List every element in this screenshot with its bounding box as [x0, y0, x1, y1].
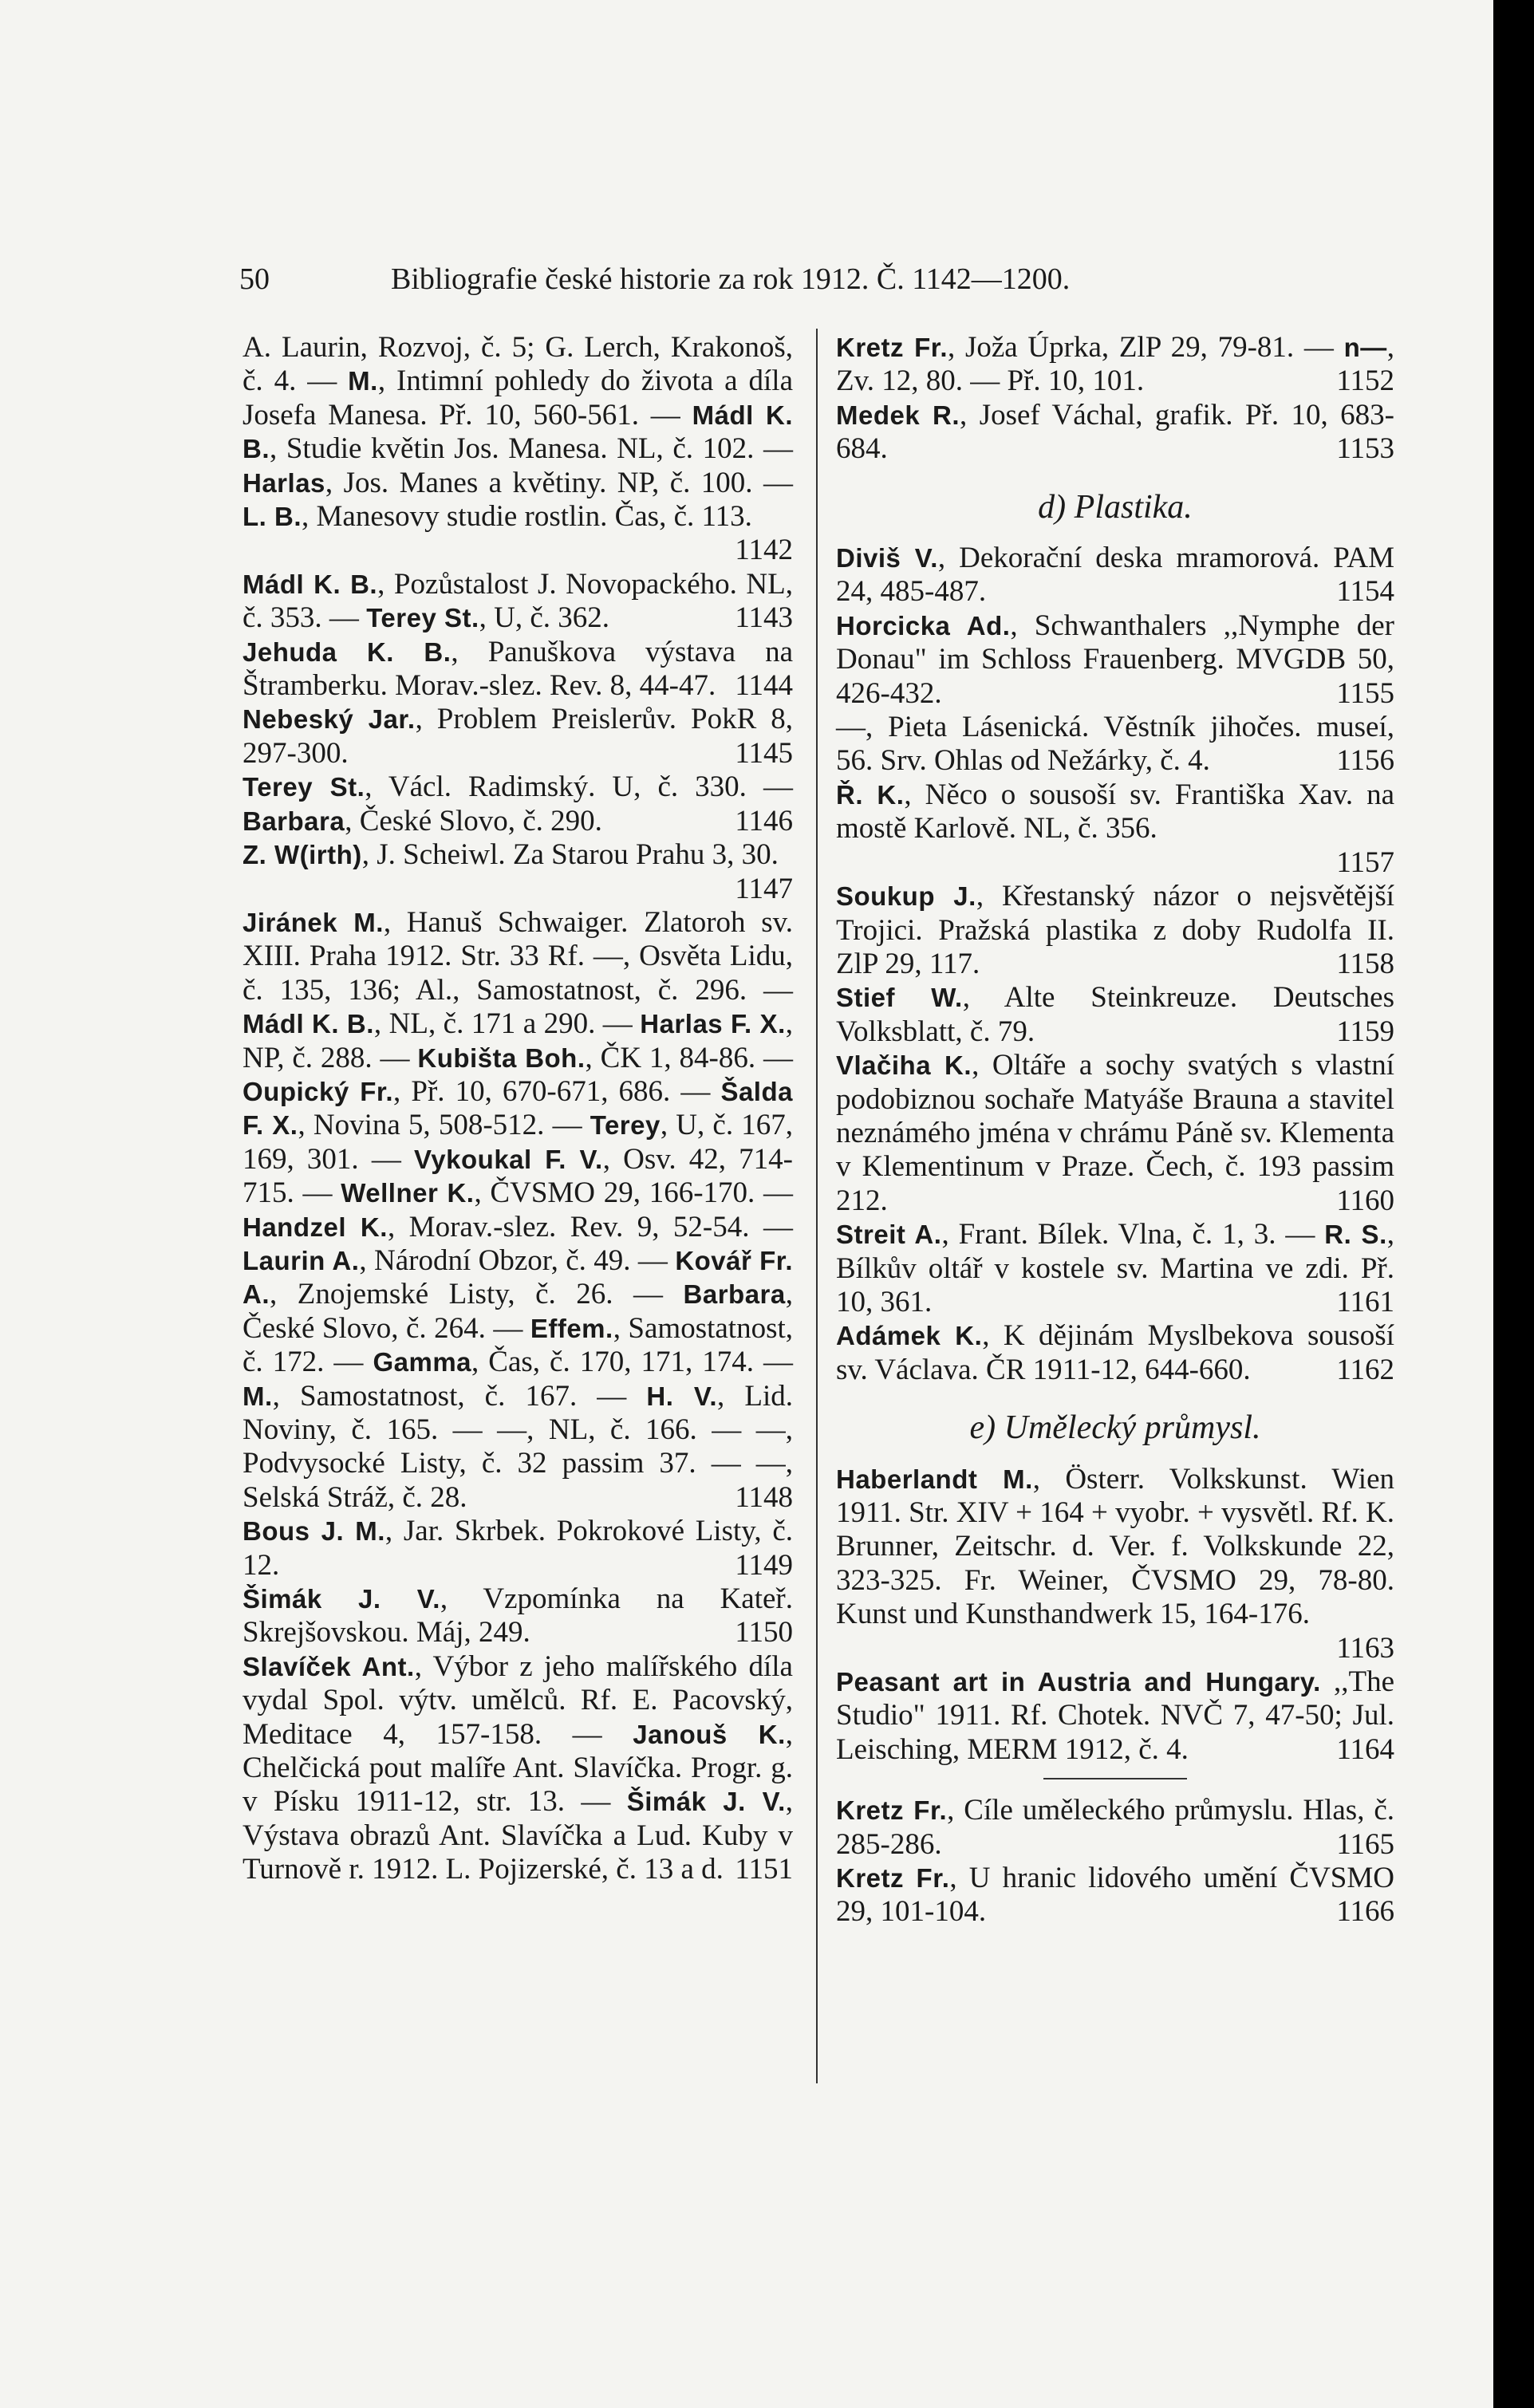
entry-number: 1157	[1336, 845, 1394, 879]
author-name: Effem.	[530, 1313, 613, 1343]
bibliography-entry	[836, 609, 1394, 711]
entry-text: , Schwanthalers ,,Nymphe der Donau" im Schloss Frauenberg. MVGDB 50, 426-432.	[836, 609, 1394, 710]
entry-number: 1155	[1336, 676, 1394, 710]
entry-text: , Čas, č. 170, 171, 174. —	[471, 1346, 793, 1379]
entry-text: , Panuškova výstava na Štramberku. Morav.-slez. Rev. 8, 44-47.	[243, 635, 793, 703]
author-name: Bous J. M.	[243, 1516, 385, 1547]
entry-number: 1166	[1336, 1895, 1394, 1929]
entry-number: 1163	[1336, 1631, 1394, 1665]
author-name: Janouš K.	[633, 1719, 786, 1749]
bibliography-entry	[836, 1862, 1394, 1929]
entry-number: 1151	[735, 1853, 793, 1886]
entry-text: , Něco o sousoší sv. Františka Xav. na mostě Karlově. NL, č. 356.	[836, 778, 1395, 845]
entry-text: , Hanuš Schwaiger. Zlatoroh sv. XIII. Praha 1912. Str. 33 Rf. —, Osvěta Lidu, č. 135, 136; Al., Samostatnost, č. 296. —	[243, 905, 793, 1007]
author-name: Horcicka Ad.	[836, 610, 1011, 640]
bibliography-entry	[243, 1650, 793, 1887]
entry-text: , Pozůstalost J. Novopackého. NL, č. 353. —	[243, 567, 793, 635]
entry-number: 1152	[1336, 365, 1394, 398]
right-column	[836, 331, 1394, 1929]
scan-edge	[1493, 0, 1534, 2408]
author-name: Vlačiha K.	[836, 1050, 972, 1081]
entry-text: , Jar. Skrbek. Pokrokové Listy, č. 12.	[243, 1515, 793, 1582]
entry-text: , Problem Preislerův. PokR 8, 297-300.	[243, 703, 793, 770]
author-name: H. V.	[646, 1381, 718, 1411]
bibliography-entry	[243, 568, 793, 636]
page-title: Bibliografie české historie za rok 1912. Č. 1142—1200.	[391, 262, 1071, 296]
author-name: Terey St.	[366, 603, 479, 633]
left-column	[243, 331, 793, 1887]
entry-text: , Výstava obrazů Ant. Slavíčka a Lud. Kuby v Turnově r. 1912. L. Pojizerské, č. 13 a d.	[243, 1785, 793, 1886]
entry-text: , Křestanský názor o nejsvětější Trojici. Pražská plastika z doby Rudolfa II. ZlP 29, 117.	[836, 880, 1394, 980]
bibliography-entry	[836, 711, 1394, 778]
entry-number: 1162	[1336, 1353, 1394, 1386]
entry-text: , Oltáře a sochy svatých s vlastní podobiznou sochaře Matyáše Brauna a stavitel neznámého jména v chrámu Páně sv. Klementa v Klementinum v Praze. Čech, č. 193 passim 212.	[836, 1049, 1395, 1217]
entry-text: , Alte Steinkreuze. Deutsches Volksblatt, č. 79.	[836, 981, 1394, 1048]
author-name: Kretz Fr.	[836, 1795, 948, 1826]
bibliography-entry	[243, 331, 793, 568]
entry-text: , J. Scheiwl. Za Starou Prahu 3, 30.	[361, 838, 779, 872]
entry-text: , ČK 1, 84-86. —	[585, 1041, 793, 1074]
author-name: Streit A.	[836, 1220, 942, 1250]
author-name: Diviš V.	[836, 543, 938, 573]
entry-number: 1156	[1336, 744, 1394, 778]
author-name: Kretz Fr.	[836, 1863, 950, 1894]
author-name: Kretz Fr.	[836, 333, 948, 362]
bibliography-entry	[243, 703, 793, 770]
entry-text: , Samostatnost, č. 167. —	[272, 1379, 647, 1413]
page-number: 50	[239, 262, 270, 296]
bibliography-entry	[836, 778, 1394, 880]
author-name: Šimák J. V.	[243, 1584, 440, 1614]
author-name: Laurin A.	[243, 1245, 360, 1275]
entry-text: , Manesovy studie rostlin. Čas, č. 113.	[302, 500, 752, 534]
author-name: Jiránek M.	[243, 907, 384, 937]
entry-number: 1165	[1336, 1827, 1394, 1861]
author-name: Vykoukal F. V.	[414, 1144, 603, 1174]
author-name: Stief W.	[836, 983, 963, 1013]
entry-text: , U hranic lidového umění ČVSMO 29, 101-104.	[836, 1862, 1394, 1929]
author-name: Wellner K.	[341, 1178, 475, 1208]
entry-text: A. Laurin, Rozvoj, č. 5; G. Lerch, Krakonoš, č. 4. —	[243, 331, 793, 398]
entry-number: 1143	[735, 601, 793, 635]
author-name: Terey	[590, 1110, 661, 1141]
entry-text: , Morav.-slez. Rev. 9, 52-54. —	[387, 1210, 793, 1243]
bibliography-entry	[836, 1794, 1394, 1862]
author-name: Gamma	[373, 1347, 472, 1377]
entry-text: , Jos. Manes a květiny. NP, č. 100. —	[325, 466, 793, 499]
entry-text: , Joža Úprka, ZlP 29, 79-81. —	[948, 331, 1344, 364]
bibliography-entry	[836, 542, 1394, 609]
entry-number: 1147	[735, 872, 793, 905]
entry-number: 1149	[735, 1548, 793, 1582]
author-name: Slavíček Ant.	[243, 1651, 415, 1681]
author-name: L. B.	[243, 502, 302, 532]
bibliography-entry	[836, 1218, 1394, 1319]
author-name: M.	[348, 366, 378, 396]
author-name: Terey St.	[243, 772, 365, 802]
entry-text: , NP, č. 288. —	[243, 1007, 793, 1074]
author-name: Adámek K.	[836, 1321, 983, 1351]
author-name: Handzel K.	[243, 1212, 388, 1242]
separator-rule	[1043, 1778, 1187, 1779]
entry-text: , Josef Váchal, grafik. Př. 10, 683-684.	[836, 398, 1394, 466]
bibliography-entry	[836, 331, 1394, 399]
entry-text: , České Slovo, č. 264. —	[243, 1278, 793, 1345]
author-name: Kovář Fr. A.	[243, 1245, 793, 1310]
author-name: n—	[1343, 333, 1387, 362]
bibliography-entry	[243, 636, 793, 703]
author-name: Harlas F. X.	[640, 1009, 786, 1039]
author-name: Nebeský Jar.	[243, 704, 416, 735]
author-name: Mádl K. B.	[243, 400, 794, 464]
author-name: Kubišta Boh.	[417, 1042, 586, 1073]
entry-number: 1160	[1336, 1184, 1394, 1217]
author-name: Soukup J.	[836, 881, 976, 912]
entry-text: , Studie květin Jos. Manesa. NL, č. 102. —	[270, 432, 793, 466]
entry-number: 1159	[1336, 1015, 1394, 1048]
author-name: M.	[243, 1381, 273, 1411]
entry-number: 1145	[735, 736, 793, 770]
entry-text: , Lid. Noviny, č. 165. — —, NL, č. 166. — —, Podvysocké Listy, č. 32 passim 37. — —, Selská Stráž, č. 28.	[243, 1379, 793, 1514]
author-name: Harlas	[243, 467, 325, 498]
entry-number: 1153	[1336, 432, 1394, 466]
author-name: R. S.	[1324, 1220, 1387, 1250]
author-name: Oupický Fr.	[243, 1076, 394, 1106]
section-heading-plastika: d) Plastika.	[1038, 488, 1193, 526]
bibliography-entry	[836, 399, 1394, 467]
entry-text: , Bílkův oltář v kostele sv. Martina ve zdi. Př. 10, 361.	[836, 1218, 1394, 1318]
entry-number: 1161	[1336, 1285, 1394, 1318]
author-name: Barbara	[683, 1279, 786, 1310]
entry-text: , Vzpomínka na Kateř. Skrejšovskou. Máj, 249.	[243, 1582, 793, 1649]
bibliography-entry	[836, 880, 1394, 981]
entry-text: , ČVSMO 29, 166-170. —	[474, 1176, 794, 1210]
author-name: Ř. K.	[836, 779, 905, 810]
bibliography-entry	[243, 1515, 793, 1582]
entry-text: , Výbor z jeho malířského díla vydal Spol. výtv. umělců. Rf. E. Pacovský, Meditace 4, 157-158. —	[243, 1649, 793, 1751]
entry-number: 1146	[735, 804, 793, 837]
bibliography-entry	[243, 1582, 793, 1650]
entry-number: 1158	[1336, 947, 1394, 980]
column-divider	[816, 329, 818, 2083]
entry-number: 1144	[735, 669, 793, 703]
entry-text: , U, č. 362.	[479, 601, 610, 635]
bibliography-entry	[836, 1463, 1394, 1665]
author-name: Mádl K. B.	[243, 569, 378, 599]
entry-text: , Samostatnost, č. 172. —	[243, 1311, 794, 1379]
author-name: Jehuda K. B.	[243, 636, 452, 667]
author-name: Z. W(irth)	[243, 840, 362, 870]
entry-text: , Novina 5, 508-512. —	[298, 1109, 590, 1142]
entry-text: , Václ. Radimský. U, č. 330. —	[365, 770, 793, 804]
entry-number: 1154	[1336, 575, 1394, 609]
bibliography-entry	[243, 838, 793, 906]
entry-text: , Österr. Volkskunst. Wien 1911. Str. XIV + 164 + vyobr. + vysvětl. Rf. K. Brunner, Zeitschr. d. Ver. f. Volkskunde 22, 323-325. Fr. Weiner, ČVSMO 29, 78-80. Kunst und Kunsthandwerk 15, 164-176.	[836, 1462, 1394, 1631]
author-name: Medek R.	[836, 400, 960, 430]
entry-text: ,,The Studio" 1911. Rf. Chotek. NVČ 7, 47-50; Jul. Leisching, MERM 1912, č. 4.	[836, 1665, 1394, 1766]
section-heading-umelecky-prumysl: e) Umělecký průmysl.	[969, 1409, 1261, 1447]
entry-text: , České Slovo, č. 290.	[345, 804, 602, 837]
entry-text: , Dekorační deska mramorová. PAM 24, 485-487.	[836, 542, 1394, 609]
author-name: Mádl K. B.	[243, 1009, 374, 1039]
author-name: Šimák J. V.	[626, 1787, 786, 1817]
entry-text: , Zv. 12, 80. — Př. 10, 101.	[836, 331, 1394, 398]
entry-text: , Frant. Bílek. Vlna, č. 1, 3. —	[941, 1218, 1325, 1251]
entry-text: , Chelčická pout malíře Ant. Slavíčka. Progr. g. v Písku 1911-12, str. 13. —	[243, 1717, 793, 1819]
author-name: Barbara	[243, 806, 345, 836]
entry-text: , U, č. 167, 169, 301. —	[243, 1109, 793, 1176]
entry-number: 1150	[735, 1616, 793, 1649]
entry-number: 1148	[735, 1480, 793, 1514]
entry-text: , Cíle uměleckého průmyslu. Hlas, č. 285-286.	[836, 1794, 1394, 1861]
entry-text: , Př. 10, 670-671, 686. —	[393, 1074, 721, 1108]
entry-number: 1142	[735, 534, 793, 567]
bibliography-entry	[836, 1049, 1394, 1218]
bibliography-entry	[836, 1665, 1394, 1767]
entry-text: , Znojemské Listy, č. 26. —	[270, 1278, 684, 1311]
entry-text: , NL, č. 171 a 290. —	[373, 1007, 641, 1041]
bibliography-entry	[243, 906, 793, 1515]
entry-text: —, Pieta Lásenická. Věstník jihočes. museí, 56. Srv. Ohlas od Nežárky, č. 4.	[836, 711, 1394, 778]
entry-text: , Národní Obzor, č. 49. —	[359, 1243, 676, 1277]
bibliography-entry	[836, 981, 1394, 1049]
author-name: Šalda F. X.	[243, 1076, 793, 1141]
author-name: Peasant art in Austria and Hungary.	[836, 1667, 1321, 1697]
author-name: Haberlandt M.	[836, 1464, 1033, 1494]
entry-text: , K dějinám Myslbekova sousoší sv. Václava. ČR 1911-12, 644-660.	[836, 1319, 1394, 1386]
entry-text: , Intimní pohledy do života a díla Josefa Manesa. Př. 10, 560-561. —	[243, 365, 793, 432]
entry-text: , Osv. 42, 714-715. —	[243, 1142, 794, 1210]
bibliography-entry	[836, 1319, 1394, 1387]
entry-number: 1164	[1336, 1732, 1394, 1766]
bibliography-entry	[243, 770, 793, 838]
